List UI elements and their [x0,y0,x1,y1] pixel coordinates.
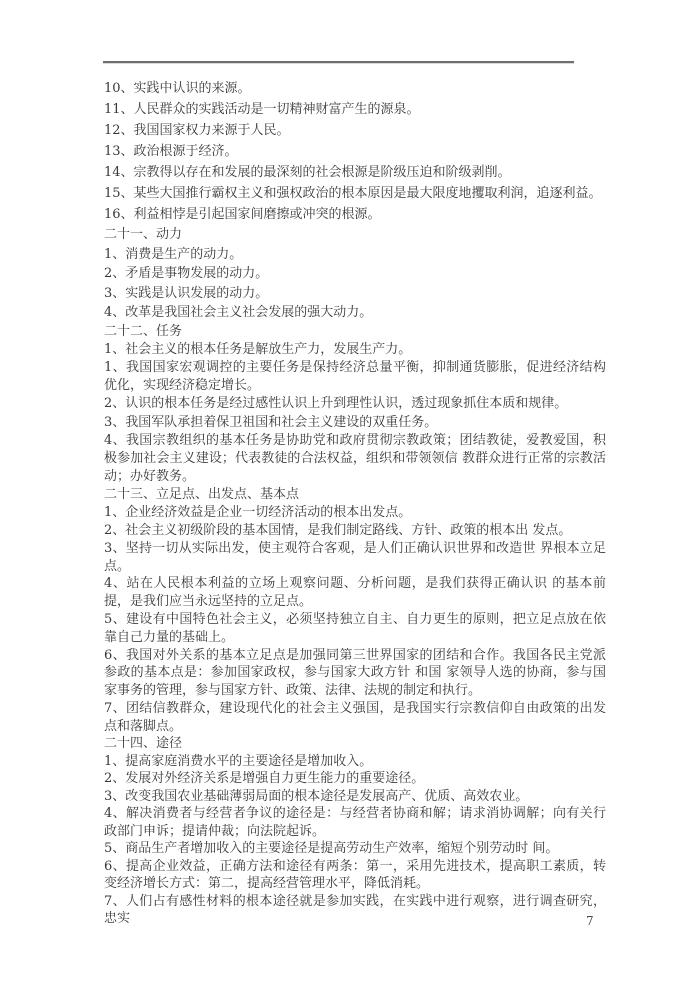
list-item: 14、宗教得以存在和发展的最深刻的社会根源是阶级压迫和阶级剥削。 [104,165,511,180]
section [104,486,606,735]
section-heading: 二十四、途径 [104,736,183,752]
section [104,323,606,487]
list-item: 16、利益相悖是引起国家间磨擦或冲突的根源。 [104,207,381,222]
section-heading: 二十一、动力 [104,227,183,242]
list-item: 4、改革是我国社会主义社会发展的强大动力。 [104,305,373,320]
list-item: 6、我国对外关系的基本立足点是加强同第三世界国家的团结和合作。我国各民主党派参政的基本点是：参加国家政权，参与国家大政方针 和国 家领导人选的协商，参与国家事务的管理，参与国家方针、政策、法律、法规的制定和执行。 [104,647,606,699]
list-item: 15、某些大国推行霸权主义和强权政治的根本原因是最大限度地攫取利润，追逐利益。 [104,186,602,201]
list-item: 3、坚持一切从实际出发，使主观符合客观，是人们正确认识世界和改造世 界根本立足点。 [104,540,606,574]
list-item: 1、我国国家宏观调控的主要任务是保持经济总量平衡，抑制通货膨胀，促进经济结构优化，实现经济稳定增长。 [104,359,606,394]
list-item: 1、社会主义的根本任务是解放生产力，发展生产力。 [104,341,412,357]
list-item: 1、消费是生产的动力。 [104,246,243,262]
section [104,78,606,225]
list-item: 2、发展对外经济关系是增强自力更生能力的重要途径。 [104,771,425,787]
list-item: 13、政治根源于经济。 [104,144,238,159]
list-item: 1、提高家庭消费水平的主要途径是增加收入。 [104,753,373,769]
list-item: 3、我国军队承担着保卫祖国和社会主义建设的双重任务。 [104,414,438,430]
list-item: 2、认识的根本任务是经过感性认识上升到理性认识，透过现象抓住本质和规律。 [104,396,568,412]
section-heading: 二十二、任务 [104,323,183,339]
page-number: 7 [586,914,594,928]
list-item: 2、社会主义初级阶段的基本国情，是我们制定路线、方针、政策的根本出 发点。 [104,522,572,538]
list-item: 1、企业经济效益是企业一切经济活动的根本出发点。 [104,505,412,521]
list-item: 7、团结信教群众，建设现代化的社会主义强国，是我国实行宗教信仰自由政策的出发点和落脚点。 [104,700,606,734]
list-item: 6、提高企业效益，正确方法和途径有两条：第一，采用先进技术，提高职工素质，转变经济增长方式：第二，提高经营管理水平，降低消耗。 [104,858,606,892]
list-item: 4、解决消费者与经营者争议的途径是：与经营者协商和解；请求消协调解；向有关行政部门申诉；提请仲裁；向法院起诉。 [104,806,606,839]
section [104,735,606,928]
section-heading: 二十三、立足点、出发点、基本点 [104,487,300,503]
list-item: 11、人民群众的实践活动是一切精神财富产生的源泉。 [104,102,420,117]
document-body [104,78,606,928]
list-item: 4、我国宗教组织的基本任务是协助党和政府贯彻宗教政策；团结教徒，爱教爱国，积极参加社会主义建设；代表教徒的合法权益，组织和带领领信 教群众进行正常的宗教活动；办好教务。 [104,432,606,485]
list-item: 10、实践中认识的来源。 [104,81,251,96]
header-rule [103,61,574,64]
list-item: 5、商品生产者增加收入的主要途径是提高劳动生产效率，缩短个别劳动时 间。 [104,841,559,857]
list-item: 5、建设有中国特色社会主义，必须坚持独立自主、自力更生的原则，把立足点放在依靠自己力量的基础上。 [104,611,606,645]
list-item: 4、站在人民根本利益的立场上观察问题、分析问题，是我们获得正确认识 的基本前提，是我们应当永远坚持的立足点。 [104,576,606,610]
list-item: 3、改变我国农业基础薄弱局面的根本途径是发展高产、优质、高效农业。 [104,788,529,804]
list-item: 7、人们占有感性材料的根本途径就是参加实践，在实践中进行观察，进行调查研究，忠实 [104,893,606,927]
section [104,225,606,323]
list-item: 3、实践是认识发展的动力。 [104,285,269,301]
list-item: 2、矛盾是事物发展的动力。 [104,266,269,281]
list-item: 12、我国国家权力来源于人民。 [104,123,290,138]
